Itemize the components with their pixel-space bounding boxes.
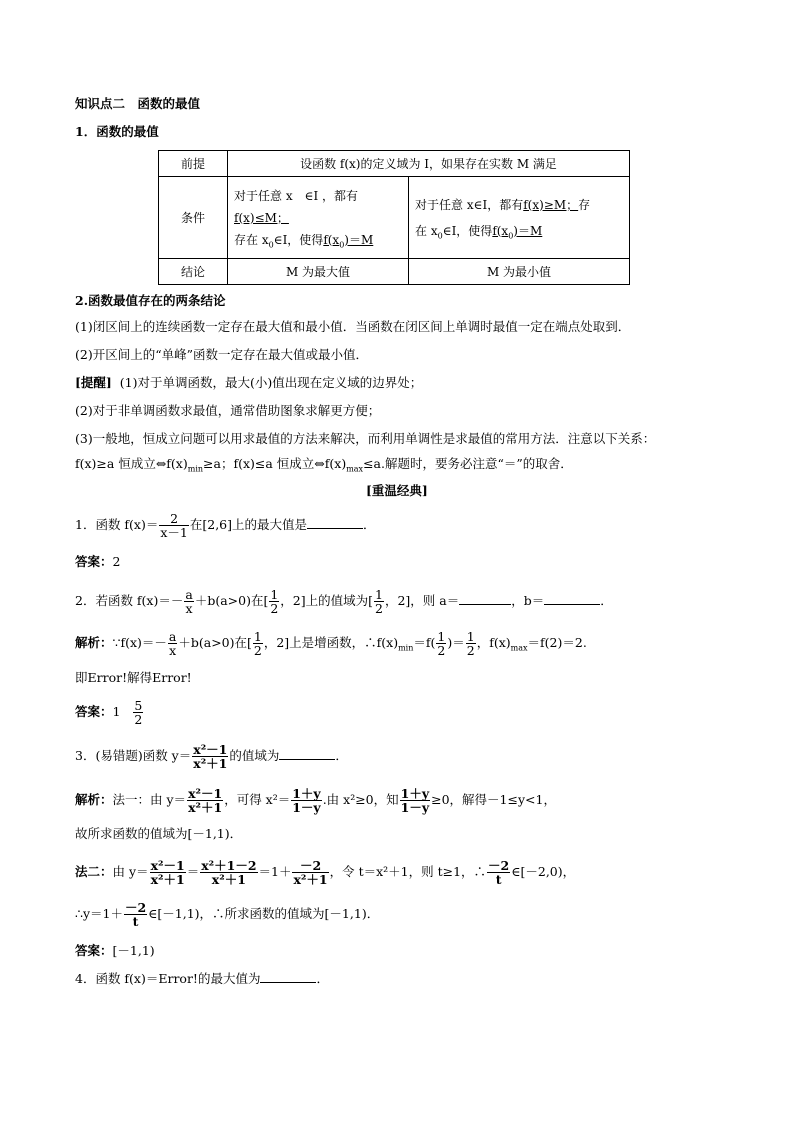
- denominator: t: [495, 872, 502, 887]
- text: )＝M: [513, 223, 543, 238]
- text: ，可得 x²＝: [224, 792, 291, 807]
- solution-label: 解析：: [75, 635, 113, 650]
- text: ，令 t＝x²＋1，则 t≥1，∴: [329, 864, 487, 879]
- numerator: 1: [270, 587, 279, 602]
- denominator: 2: [253, 643, 262, 658]
- tip-label: [提醒]: [75, 375, 112, 390]
- paragraph-1: (1)闭区间上的连续函数一定存在最大值和最小值．当函数在闭区间上单调时最值一定在端点处取到．: [75, 319, 631, 334]
- answer-blank-b[interactable]: [544, 592, 600, 605]
- solution-3-line-2: 故所求函数的值域为[－1,1)．: [75, 826, 243, 841]
- solution-3-method-2: [75, 857, 575, 887]
- answer-value: 1: [112, 704, 121, 719]
- text: ∈I，使得: [273, 232, 324, 247]
- tip-line-1: [75, 375, 422, 391]
- fraction: [150, 859, 186, 886]
- text: (1)对于单调函数，最大(小)值出现在定义域的边界处；: [119, 375, 423, 390]
- text: ＋b(a>0)在[: [178, 635, 252, 650]
- fraction: [200, 859, 257, 886]
- text: ∴y＝1＋: [75, 906, 123, 921]
- solution-label: 解析：: [75, 792, 113, 807]
- conclusion-row: [159, 259, 630, 285]
- text: f(x: [323, 232, 340, 247]
- answer-3: [75, 943, 155, 959]
- numerator: 1＋y: [400, 786, 430, 801]
- fraction: [187, 787, 223, 814]
- subscript: 0: [268, 239, 274, 249]
- text: 存在 x: [234, 232, 269, 247]
- numerator: 1: [437, 629, 446, 644]
- fraction: [487, 859, 510, 886]
- fraction: [269, 588, 279, 615]
- text: 法一：由 y＝: [112, 792, 187, 807]
- text: 在[2,6]上的最大值是: [189, 517, 308, 532]
- numerator: 2: [159, 512, 189, 526]
- text: ．: [335, 748, 348, 763]
- min-condition: [409, 177, 630, 259]
- answer-value: 2: [112, 554, 121, 569]
- question-2: [75, 586, 613, 616]
- numerator: x²－1: [150, 858, 185, 873]
- answer-value: [－1,1): [112, 943, 155, 958]
- question-1: [75, 510, 376, 540]
- fraction: [292, 859, 328, 886]
- text: )＝M: [344, 232, 374, 247]
- denominator: 1－y: [400, 800, 430, 815]
- section-title: 知识点二 函数的最值: [75, 96, 201, 111]
- numerator: 1: [466, 629, 475, 644]
- text: 2．若函数 f(x)＝－: [75, 593, 184, 608]
- paragraph-2: (2)开区间上的“单峰”函数一定存在最大值或最小值．: [75, 347, 368, 362]
- fraction: [124, 901, 147, 928]
- text: ＝f: [413, 635, 431, 650]
- fraction: [374, 588, 384, 615]
- solution-2-line-2: 即Error!解得Error!: [75, 670, 192, 685]
- review-title: [重温经典]: [366, 483, 428, 498]
- min-conclusion: M 为最小值: [409, 259, 630, 285]
- text: ，b＝: [511, 593, 545, 608]
- subscript: max: [510, 643, 528, 653]
- text: 对于任意 x∈I，都有: [415, 197, 524, 212]
- subscript: max: [346, 464, 364, 474]
- tip-line-3: (3)一般地，恒成立问题可以用求最值的方法来解决，而利用单调性是求最值的常用方法．注意以下关系：: [75, 431, 656, 446]
- premise-label: 前提: [159, 151, 228, 177]
- text: ≥a；f(x)≤a 恒成立⇔f(x): [203, 456, 347, 471]
- premise-row: [159, 151, 630, 177]
- answer-label: 答案：: [75, 704, 113, 719]
- subscript: 0: [508, 230, 514, 240]
- max-condition-line-1: 对于任意 x ∈I ，都有: [234, 188, 359, 203]
- max-condition: [228, 177, 409, 259]
- text: ∈I，使得: [442, 223, 493, 238]
- text: ＋b(a>0)在[: [194, 593, 269, 608]
- fraction: [253, 630, 263, 657]
- text: ＝: [186, 864, 200, 879]
- text: ∈[－1,1)，∴所求函数的值域为[－1,1)．: [148, 906, 380, 921]
- question-3: [75, 741, 348, 771]
- numerator: x²＋1－2: [201, 858, 257, 873]
- subscript: min: [398, 643, 414, 653]
- numerator: x²－1: [188, 786, 223, 801]
- text: ≥0，解得－1≤y<1，: [431, 792, 556, 807]
- subscript: min: [187, 464, 204, 474]
- text: ∵f(x)＝－: [112, 635, 167, 650]
- answer-2: [75, 697, 144, 727]
- fraction: [192, 743, 228, 770]
- text: ＝: [452, 635, 465, 650]
- fraction: [184, 588, 193, 615]
- min-eq: [492, 224, 542, 238]
- max-condition-line-2: f(x)≤M；: [234, 210, 289, 225]
- text: .由 x²≥0，知: [322, 792, 399, 807]
- text: f(x: [492, 223, 509, 238]
- text: 1．函数 f(x)＝: [75, 517, 159, 532]
- denominator: x²＋1: [193, 756, 228, 771]
- conclusion-label: 结论: [159, 259, 228, 285]
- denominator: x²＋1: [211, 872, 246, 887]
- fraction: [436, 630, 446, 657]
- text: 4．函数 f(x)＝Error!的最大值为: [75, 971, 261, 986]
- question-4: [75, 970, 329, 987]
- subscript: 0: [437, 230, 443, 240]
- denominator: x²＋1: [293, 872, 328, 887]
- text: ，2]上的值域为[: [280, 593, 373, 608]
- answer-1: [75, 554, 120, 570]
- subsection-title-1: 1．函数的最值: [75, 124, 159, 139]
- denominator: x－1: [160, 525, 188, 540]
- text: ＝1＋: [258, 864, 292, 879]
- text: 3．(易错题)函数 y＝: [75, 748, 192, 763]
- denominator: x²＋1: [188, 800, 223, 815]
- answer-blank[interactable]: [279, 747, 335, 760]
- method-label: 法二：: [75, 864, 113, 879]
- text: 存: [578, 197, 591, 212]
- numerator: 1: [375, 587, 383, 602]
- text: 在 x: [415, 223, 438, 238]
- numerator: －2: [292, 859, 328, 873]
- numerator: a: [185, 587, 193, 602]
- numerator: －2: [488, 858, 510, 873]
- condition-row: [159, 177, 630, 259]
- numerator: －2: [124, 900, 147, 915]
- answer-blank[interactable]: [260, 970, 316, 983]
- denominator: t: [132, 914, 139, 929]
- tip-line-4: [75, 456, 573, 472]
- max-min-table: [158, 150, 630, 285]
- answer-blank-a[interactable]: [459, 592, 511, 605]
- answer-label: 答案：: [75, 554, 113, 569]
- text: ＝f(2)＝2.: [527, 635, 587, 650]
- text: ，f(x): [476, 635, 511, 650]
- numerator: 1＋y: [292, 786, 321, 801]
- min-condition-line-2: [415, 218, 623, 244]
- text: ∈[－2,0)，: [511, 864, 576, 879]
- text: f(x)≥a 恒成立⇔f(x): [75, 456, 188, 471]
- subsection-title-2: 2.函数最值存在的两条结论: [75, 293, 226, 308]
- tip-line-2: (2)对于非单调函数求最值，通常借助图象求解更方便；: [75, 403, 381, 418]
- condition-label: 条件: [159, 177, 228, 259]
- denominator: 2: [134, 712, 143, 727]
- fraction: [291, 787, 321, 814]
- text: ≤a.解题时，要务必注意“＝”的取舍．: [363, 456, 573, 471]
- fraction: [168, 630, 177, 657]
- fraction: [159, 512, 189, 539]
- denominator: x: [169, 643, 177, 658]
- min-condition-line-1: [415, 192, 623, 218]
- text: ．: [600, 593, 613, 608]
- text: 由 y＝: [112, 864, 149, 879]
- numerator: x²－1: [193, 742, 228, 757]
- solution-3-line-4: [75, 899, 379, 929]
- text: ，2]上是增函数，∴f(x): [263, 635, 399, 650]
- fraction: [466, 630, 476, 657]
- fraction: [133, 699, 143, 726]
- denominator: x²＋1: [150, 872, 185, 887]
- denominator: 2: [466, 643, 475, 658]
- denominator: x: [185, 601, 193, 616]
- numerator: a: [168, 629, 177, 644]
- denominator: 2: [375, 601, 383, 616]
- answer-blank[interactable]: [307, 516, 363, 529]
- text: ．: [316, 971, 329, 986]
- numerator: 5: [134, 698, 143, 713]
- text: 的值域为: [229, 748, 280, 763]
- denominator: 1－y: [292, 800, 321, 815]
- denominator: 2: [437, 643, 446, 658]
- solution-2: 解析：∵f(x)＝－ $\frac{a}{x}$ ＋b(a>0)在[ $\frac{1}{2}$ ，2]上是增函数，$\therefore f(x)_{min}=f$( $\frac{1}{2}$ )＝ $\frac{1}{2}$ ，$f(x)_{max}=f(2)=2$.: [75, 629, 587, 658]
- premise-text: 设函数 f(x)的定义域为 I，如果存在实数 M 满足: [228, 151, 630, 177]
- min-ineq: f(x)≥M；: [523, 197, 579, 212]
- denominator: 2: [270, 601, 279, 616]
- subscript: 0: [339, 239, 345, 249]
- max-condition-line-3: [234, 229, 402, 251]
- max-conclusion: M 为最大值: [228, 259, 409, 285]
- answer-label: 答案：: [75, 943, 113, 958]
- max-eq: [323, 233, 373, 247]
- solution-3-method-1: [75, 785, 556, 815]
- numerator: 1: [253, 629, 262, 644]
- text: ，2]，则 a＝: [384, 593, 460, 608]
- text: ．: [363, 517, 376, 532]
- fraction: [400, 787, 430, 814]
